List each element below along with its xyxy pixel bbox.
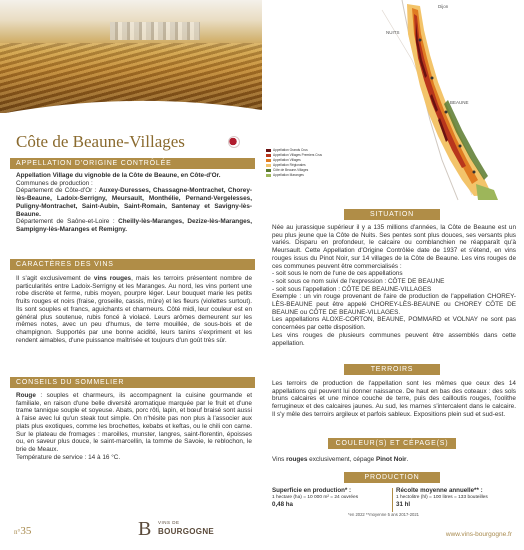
wines-text: Il s'agit exclusivement de vins rouges, mais les terroirs présentent nombre de particularités entre Ladoix-Serrigny et les Maranges. Au nord, les vins portent une robe discrète et ferme, rubis moyen, pourpre léger. Leur bouquet marie les petits fruits rouges et noirs (fraise, groseille, cassis, mûre) et les fleurs (violettes surtout). Ils sont souples et francs, aguichants et charmeurs. Côté midi, leur couleur est en général plus soutenue, rubis foncé à violacé. Leurs arômes demeurent sur les mêmes notes, avec un peu d'humus, de terre mouillée, de sous-bois et de champignon. Supportés par une bonne acidité, leurs tanins s'expriment et les rendent aimables, d'une puissance maîtrisée et toujours d'un goût très sûr.: [16, 275, 252, 344]
village-image: [110, 22, 200, 40]
aoc-intro: Appellation Village du vignoble de la Côte de Beaune, en Côte-d'Or.: [16, 172, 221, 179]
map-legend-swatch: [266, 149, 271, 152]
production-divider: [392, 488, 393, 512]
aoc-dept2-label: Département de Saône-et-Loire :: [16, 218, 119, 226]
map-legend-label: Appellation Villages Premiers Crus: [273, 153, 323, 157]
website-url: www.vins-bourgogne.fr: [445, 531, 512, 538]
recolte-detail: 1 hectolitre (hl) = 100 litres = 133 bouteilles: [396, 494, 488, 500]
map-legend-label: Appellation Villages: [273, 158, 301, 162]
map-legend-label: Appellation Grands Crus: [273, 148, 308, 152]
map-legend-swatch: [266, 154, 271, 157]
sommelier-band: CONSEILS DU SOMMELIER: [10, 377, 255, 388]
terroirs-text: Les terroirs de production de l'appellation sont les mêmes que ceux des 14 appellations qui peuvent lui donner naissance. De haut en bas des coteaux : des sols bruns calcaires et une mince couche de terre, puis des cailloutis rouges, l'oolithe ferrugineux et des calcaires jaunes. Au sud, les marnes s'intercalent dans le calcaire. Il s'y mêle des terroirs argileux et parfois sableux. Expositions plein sud et sud-est.: [272, 380, 516, 418]
superficie-detail: 1 hectare (ha) = 10 000 m² = 24 ouvrées: [272, 494, 359, 500]
map-legend-label: Appellation Maranges: [273, 173, 304, 177]
situation-text: [272, 224, 516, 347]
logo-big-text: BOURGOGNE: [158, 527, 215, 536]
bourgogne-logo: [138, 518, 238, 540]
footnote: *en 2022 **moyenne 5 ans 2017-2021: [348, 512, 420, 517]
aoc-communes-label: Communes de production :: [16, 179, 93, 187]
page-number: n°35: [14, 525, 32, 537]
logo-letter: B: [138, 518, 152, 540]
map-label-dijon: Dijon: [438, 4, 449, 9]
recolte-label: Récolte moyenne annuelle** :: [396, 487, 483, 494]
couleurs-band: COULEUR(S) ET CÉPAGE(S): [328, 438, 456, 449]
map-legend-label: Côte de Beaune-Villages: [273, 168, 309, 172]
situation-more: Les appellations ALOXE-CORTON, BEAUNE, POMMARD et VOLNAY ne sont pas concernées par cette disposition.: [272, 316, 516, 332]
aoc-dept2-communes: Cheilly-lès-Maranges, Dezize-lès-Maranges, Sampigny-lès-Maranges et Remigny.: [16, 218, 252, 233]
logo-small-text: VINS DE: [158, 520, 180, 525]
wines-bold: vins rouges: [93, 275, 132, 282]
aoc-dept1-label: Département de Côte-d'Or :: [16, 187, 99, 195]
production-band: PRODUCTION: [344, 472, 440, 483]
photo-curve: [0, 96, 262, 126]
map-legend-swatch: [266, 159, 271, 162]
map-legend-label: Appellation Régionales: [273, 163, 306, 167]
terroirs-band: TERROIRS: [344, 364, 440, 375]
map-legend-swatch: [266, 174, 271, 177]
map-legend-item: [266, 173, 336, 178]
page-title: Côte de Beaune-Villages: [16, 132, 185, 151]
map-legend-swatch: [266, 169, 271, 172]
wines-band: CARACTÈRES DES VINS: [10, 259, 255, 270]
aoc-dept1-communes: Auxey-Duresses, Chassagne-Montrachet, Chorey-lès-Beaune, Ladoix-Serrigny, Meursault, Monthélie, Pernand-Vergelesses, Puligny-Montrachet, Saint-Aubin, Saint-Romain, Santenay et Savigny-lès-Beaune.: [16, 187, 252, 218]
sommelier-bold: Rouge: [16, 392, 36, 399]
situation-list-item: - soit sous le nom de l'une de ces appellations: [272, 270, 403, 278]
situation-example: Exemple : un vin rouge provenant de l'aire de production de l'appellation CHOREY-LÈS-BEAUNE peut être appelé CHOREY-LÈS-BEAUNE ou CHOREY CÔTE DE BEAUNE ou CÔTE DE BEAUNE-VILLAGES.: [272, 293, 516, 316]
sommelier-text: Rouge : souples et charmeurs, ils accompagnent la cuisine gourmande et familiale, en raison d'une belle diversité aromatique marquée par le fruit et d'une trame tannique souple et soyeuse. Abats, porc rôti, lapin, et bœuf braisé sont aussi à l'aise avec lui qu'un steak tout simple. On n'hésite pas non plus à l'associer aux plats plus exotiques, comme les brochettes, kebabs et keftas, ou le chili con carne. Sur le plateau de fromages : maroilles, munster, langres, saint-florentin, époisses ou, en saveur plus douce, le saint-marcellin, la tomme de Savoie, le reblochon, le brie de Meaux. Température de service : 14 à 16 °C.: [16, 392, 252, 461]
recolte-block: [396, 487, 520, 508]
map-legend-swatch: [266, 164, 271, 167]
red-wine-icon: [228, 136, 240, 148]
map-label-beaune: BEAUNE: [450, 100, 469, 105]
aoc-text: [16, 172, 252, 234]
couleurs-text: Vins rouges exclusivement, cépage Pinot Noir.: [272, 456, 409, 463]
map-legend: [266, 148, 336, 178]
superficie-block: [272, 487, 390, 508]
situation-paragraph: Née au jurassique supérieur il y a 135 millions d'années, la Côte de Beaune est un peu plus jeune que la Côte de Nuits. Ses pentes sont plus douces, ses versants plus variés. Disparu en profondeur, le calcaire ou comblanchien ne réapparaît qu'à Meursault. Cette Appellation d'Origine Contrôlée date de 1937 et s'étend, en vins rouges issus du Pinot Noir, sur 14 villages de la Côte de Beaune. Les vins rouges de ces communes peuvent être commercialisés :: [272, 224, 516, 270]
superficie-value: 0,48 ha: [272, 500, 293, 508]
right-page: [262, 0, 524, 550]
map-label-nuits: NUITS: [386, 30, 400, 35]
situation-list-item: - soit sous l'appellation : CÔTE DE BEAUNE-VILLAGES: [272, 285, 432, 293]
situation-list-item: - soit sous ce nom suivi de l'expression : CÔTE DE BEAUNE: [272, 277, 445, 285]
situation-band: SITUATION: [344, 209, 440, 220]
superficie-label: Superficie en production* :: [272, 487, 352, 494]
service-temperature: Température de service : 14 à 16 °C.: [16, 453, 121, 461]
recolte-value: 31 hl: [396, 500, 411, 508]
situation-end: Les vins rouges de plusieurs communes peuvent être assemblés dans cette appellation.: [272, 331, 516, 347]
aoc-band: APPELLATION D'ORIGINE CONTRÔLÉE: [10, 158, 255, 169]
